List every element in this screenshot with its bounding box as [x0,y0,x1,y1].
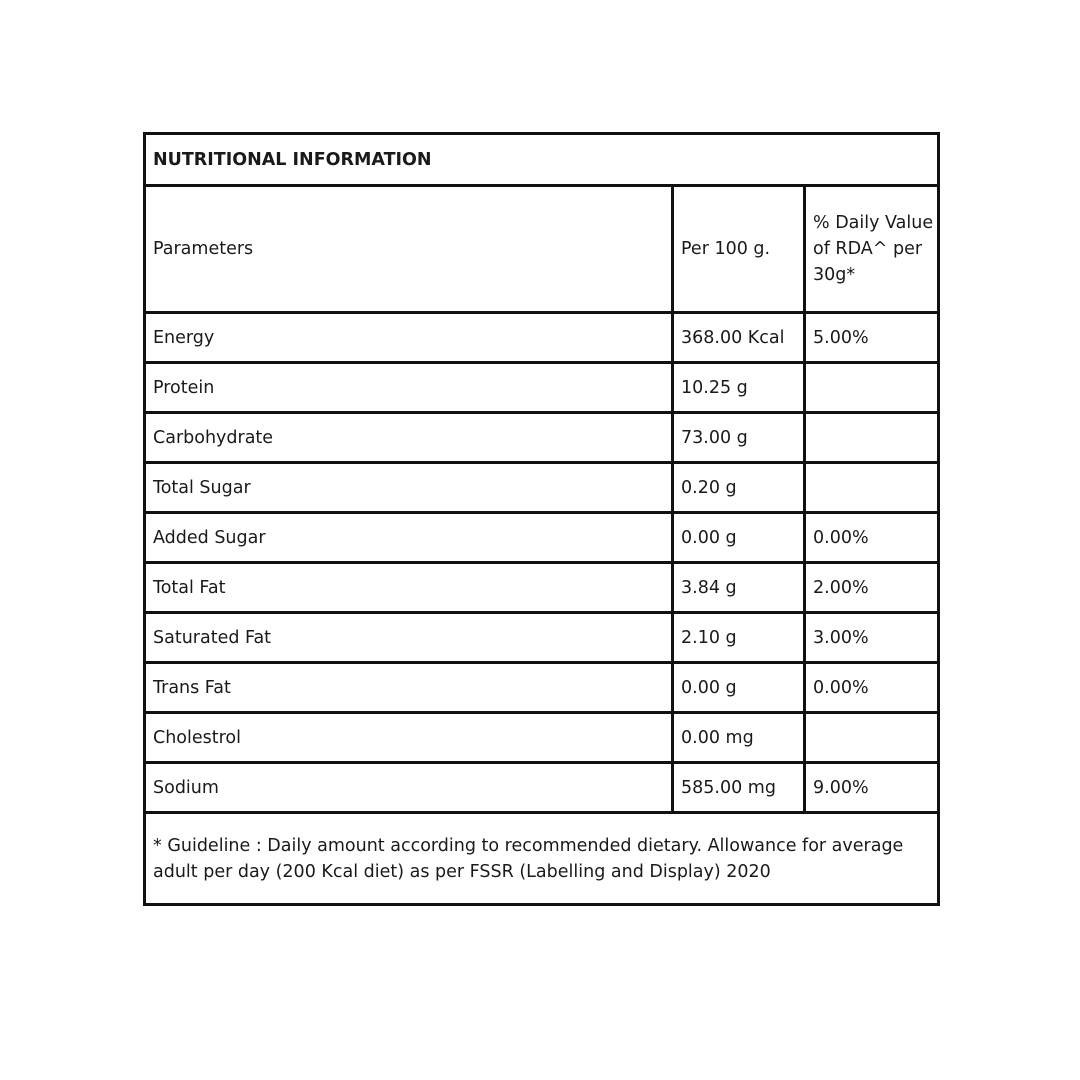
table-title: NUTRITIONAL INFORMATION [145,134,939,186]
row-per-100g: 368.00 Kcal [673,313,805,363]
row-daily-value: 3.00% [805,613,939,663]
row-per-100g: 0.00 mg [673,713,805,763]
header-parameters: Parameters [145,186,673,313]
title-row [145,134,939,186]
row-daily-value: 5.00% [805,313,939,363]
row-daily-value [805,713,939,763]
table-row [145,513,939,563]
table-row [145,713,939,763]
footer-row [145,813,939,905]
header-daily-value: % Daily Value of RDA^ per 30g* [805,186,939,313]
header-per-100g: Per 100 g. [673,186,805,313]
row-daily-value [805,363,939,413]
table-row [145,413,939,463]
row-per-100g: 0.00 g [673,513,805,563]
row-daily-value [805,413,939,463]
guideline-footnote: * Guideline : Daily amount according to recommended dietary. Allowance for average adult per day (200 Kcal diet) as per FSSR (Labelling and Display) 2020 [145,813,939,905]
table-row [145,563,939,613]
header-row [145,186,939,313]
row-parameter: Carbohydrate [145,413,673,463]
row-parameter: Trans Fat [145,663,673,713]
row-per-100g: 10.25 g [673,363,805,413]
row-per-100g: 73.00 g [673,413,805,463]
nutrition-table [143,132,940,906]
row-parameter: Protein [145,363,673,413]
row-per-100g: 0.00 g [673,663,805,713]
table-row [145,763,939,813]
row-parameter: Cholestrol [145,713,673,763]
table-row [145,313,939,363]
row-daily-value: 0.00% [805,663,939,713]
row-parameter: Sodium [145,763,673,813]
row-daily-value: 0.00% [805,513,939,563]
row-parameter: Total Sugar [145,463,673,513]
row-per-100g: 585.00 mg [673,763,805,813]
row-daily-value: 2.00% [805,563,939,613]
row-per-100g: 2.10 g [673,613,805,663]
row-daily-value [805,463,939,513]
row-parameter: Total Fat [145,563,673,613]
row-parameter: Added Sugar [145,513,673,563]
row-parameter: Energy [145,313,673,363]
row-daily-value: 9.00% [805,763,939,813]
table-row [145,663,939,713]
table-row [145,463,939,513]
table-row [145,363,939,413]
table-row [145,613,939,663]
row-parameter: Saturated Fat [145,613,673,663]
row-per-100g: 0.20 g [673,463,805,513]
row-per-100g: 3.84 g [673,563,805,613]
